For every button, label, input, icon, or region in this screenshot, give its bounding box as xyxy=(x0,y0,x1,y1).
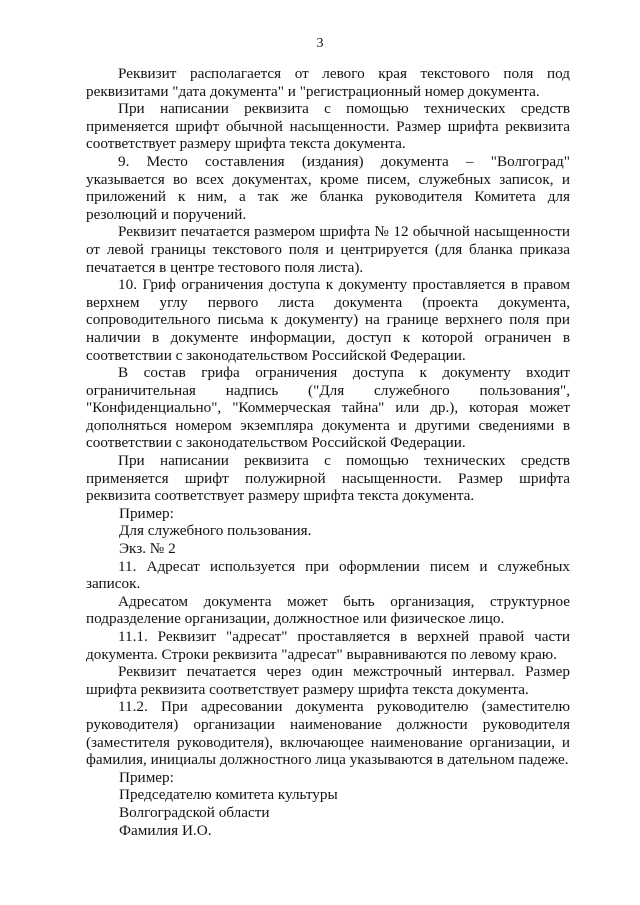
paragraph-item-11: 11. Адресат используется при оформлении писем и служебных записок. xyxy=(86,557,570,593)
paragraph-font-regular: При написании реквизита с помощью технических средств применяется шрифт обычной насыщенности. Размер шрифта реквизита соответствует размеру шрифта текста документа. xyxy=(86,100,570,153)
paragraph-font-bold: При написании реквизита с помощью технических средств применяется шрифт полужирной насыщенности. Размер шрифта реквизита соответствует размеру шрифта текста документа. xyxy=(86,452,570,505)
paragraph-item-11-2: 11.2. При адресовании документа руководителю (заместителю руководителя) организации наименование должности руководителя (заместителя руководителя), включающее наименование организации, и фамилия, инициалы должностного лица указываются в дательном падеже. xyxy=(86,698,570,769)
example-line: Экз. № 2 xyxy=(119,540,176,558)
example-line: Для служебного пользования. xyxy=(119,522,312,540)
example-line: Председателю комитета культуры xyxy=(119,786,338,804)
paragraph-item-9: 9. Место составления (издания) документа – "Волгоград" указывается во всех документах, кроме писем, служебных записок, и приложений к ним, а так же бланка руководителя Комитета для резолюций и поручений. xyxy=(86,152,570,223)
example-label: Пример: xyxy=(119,768,174,786)
example-line: Волгоградской области xyxy=(119,803,270,821)
paragraph-font-size-12: Реквизит печатается размером шрифта № 12 обычной насыщенности от левой границы текстового поля и центрируется (для бланка приказа печатается в центре тестового поля листа). xyxy=(86,223,570,276)
paragraph-line-spacing: Реквизит печатается через один межстрочный интервал. Размер шрифта реквизита соответствует размеру шрифта текста документа. xyxy=(86,663,570,698)
paragraph-restriction-stamp: В состав грифа ограничения доступа к документу входит ограничительная надпись ("Для служебного пользования", "Конфиденциально", "Коммерческая тайна" или др.), которая может дополняться номером экземпляра документа и другими сведениями в соответствии с законодательством Российской Федерации. xyxy=(86,364,570,452)
paragraph-requisite-position: Реквизит располагается от левого края текстового поля под реквизитами "дата документа" и "регистрационный номер документа. xyxy=(86,65,570,100)
document-body xyxy=(86,65,570,839)
example-line: Фамилия И.О. xyxy=(119,821,212,839)
page-number: 3 xyxy=(316,36,324,51)
example-label: Пример: xyxy=(119,504,174,522)
paragraph-item-10: 10. Гриф ограничения доступа к документу проставляется в правом верхнем углу первого листа документа (проекта документа, сопроводительного письма к документу) на границе верхнего поля при наличии в документе информации, доступ к которой ограничен в соответствии с законодательством Российской Федерации. xyxy=(86,276,570,364)
paragraph-item-11-1: 11.1. Реквизит "адресат" проставляется в верхней правой части документа. Строки реквизита "адресат" выравниваются по левому краю. xyxy=(86,628,570,663)
paragraph-addressee-types: Адресатом документа может быть организация, структурное подразделение организации, должностное или физическое лицо. xyxy=(86,592,570,628)
